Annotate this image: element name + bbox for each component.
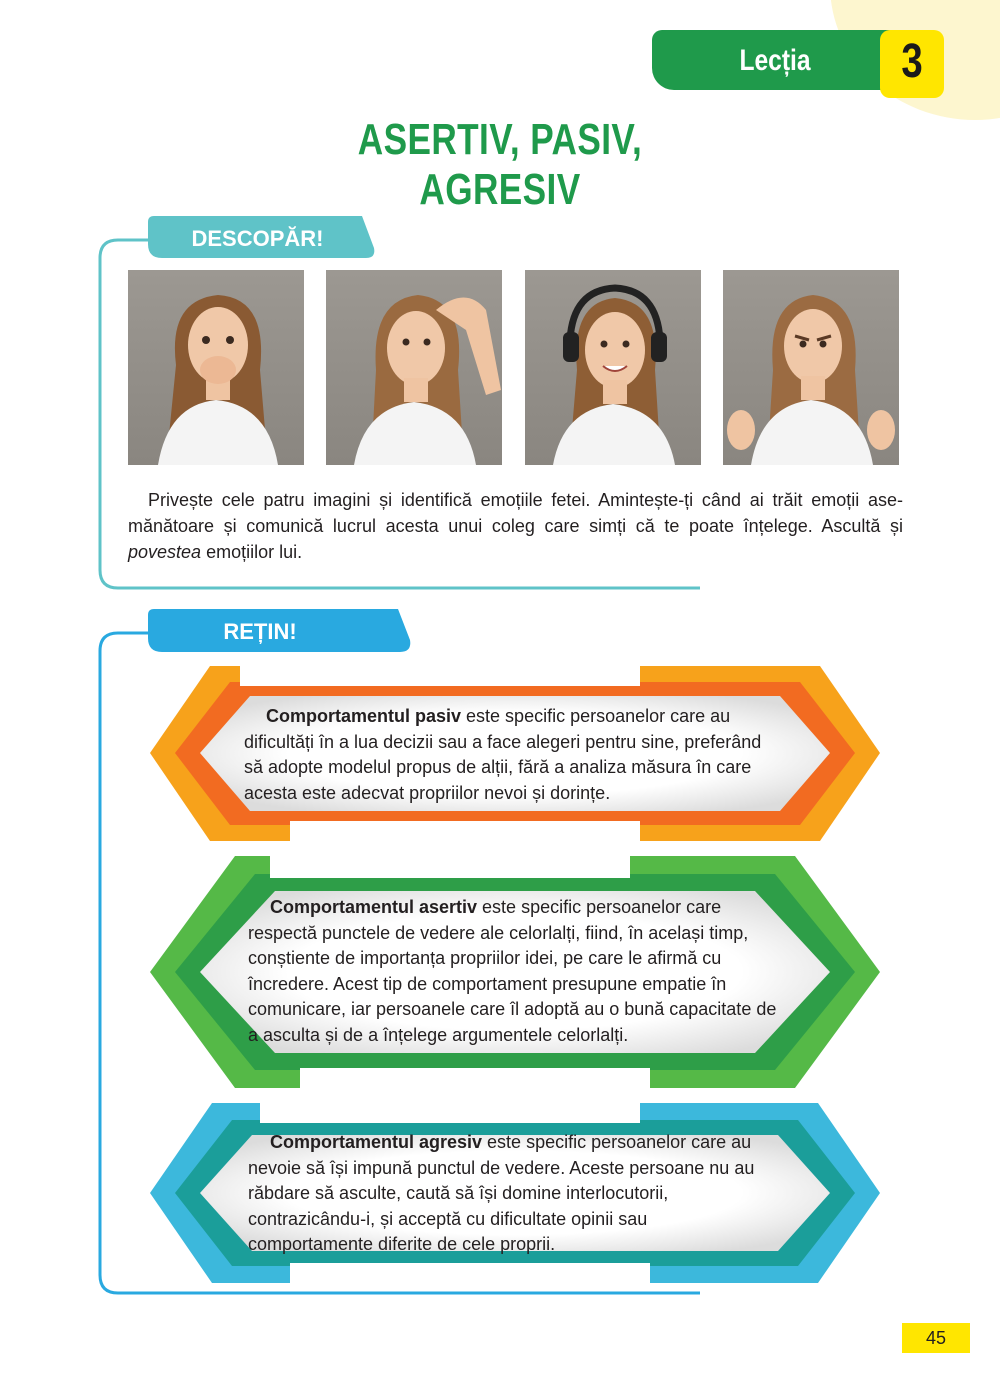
photo-surprised <box>128 270 304 465</box>
lesson-number: 3 <box>901 35 923 88</box>
photo-tired <box>326 270 502 465</box>
agresiv-text: Comportamentul agresiv este specific persoanelor care au nevoie să își impună punctul de vedere. Aceste persoane nu au răbdare să asculte, caută să își domine interlocutorii, contrazicându-i, și acceptă cu dificultate opinii sau comportamente diferite de cele proprii. <box>248 1132 755 1254</box>
retin-label: REȚIN! <box>223 619 297 644</box>
lesson-label: Lecția <box>739 44 811 77</box>
page-title: ASERTIV, PASIV, AGRESIV <box>357 115 643 214</box>
pasiv-text: Comportamentul pasiv este specific persoanelor care au dificultăți în a lua decizii sau a face alegeri pentru sine, preferând să adopte modelul propus de alții, fără a analiza măsura în care acesta este adecvat propriilor nevoi și dorințe. <box>244 706 762 803</box>
photo-angry <box>723 270 899 465</box>
discover-instructions: Privește cele patru imagini și identifică emoțiile fetei. Amintește-ți când ai trăit emoții asemănătoare și comunică lucrul acesta unui coleg care simți că te poate înțelege. Ascultă și povestea emoțiilor lui. <box>128 490 903 562</box>
page-number: 45 <box>925 1328 947 1348</box>
descopar-label: DESCOPĂR! <box>191 226 324 251</box>
asertiv-text: Comportamentul asertiv este specific persoanelor care respectă punctele de vedere ale celorlalți, fiind, în același timp, conștiente de importanța propriilor idei, pe care le afirmă cu încredere. Acest tip de comportament presupune empatie în comunicare, iar persoanele care îl adoptă au o bună capacitate de a asculta și de a înțelege argumentele celorlalți. <box>248 897 777 1045</box>
photo-happy <box>525 270 701 465</box>
